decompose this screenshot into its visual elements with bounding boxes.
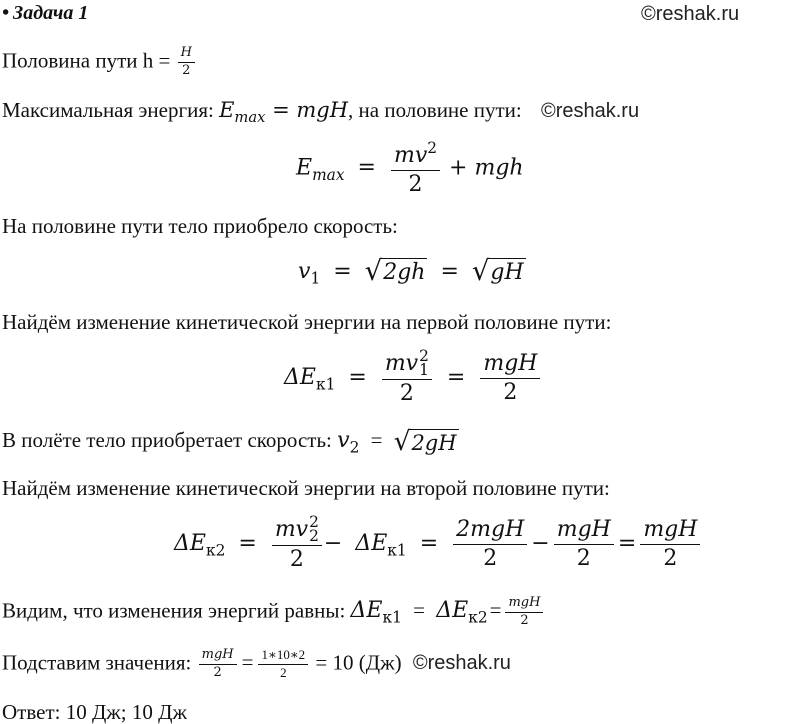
equal-changes-line: Видим, что изменения энергий равны: $\Delta E_{к1} = \Delta E_{к2}=$ $\frac{\text{mgH}}{2}$ bbox=[2, 596, 545, 630]
flight-speed-line: В полёте тело приобретает скорость: $v_2$ = √ 2gH bbox=[2, 426, 457, 457]
half-path-text: Половина пути h = bbox=[2, 48, 171, 73]
half-path-line bbox=[2, 46, 197, 79]
second-half-equation: $\Delta E_{к2}$ = mv 2 2 2 − $\Delta E_{к1}$ = $\frac{\text{2mgH}}{2}$ − $\frac{\text{mgH}}{2}$ = $\frac{\text{mgH}}{2}$ bbox=[174, 516, 702, 572]
energy-equation: $E_{max}$ = $\frac{mv^2}{2}$ + mgh bbox=[296, 139, 524, 197]
substitute-line: Подставим значения: $\frac{\text{mgH}}{2}$ = $\frac{1∗10∗2}{2}$ = 10 (Дж) ©reshak.ru bbox=[2, 647, 511, 680]
fraction-denominator: 2 bbox=[182, 62, 191, 78]
speed-equation: $v_1$ = √ 2gh = √ gH bbox=[298, 255, 524, 288]
first-half-equation: $\Delta E_{к1}$ = mv 2 1 2 = $\frac{\text{mgH}}{2}$ bbox=[284, 350, 542, 406]
sqrt-2gH: √ 2gH bbox=[393, 426, 457, 457]
sqrt-gh: √ gH bbox=[471, 255, 524, 287]
speed-line: На половине пути тело приобрело скорость: bbox=[2, 214, 398, 238]
watermark: ©reshak.ru bbox=[540, 100, 640, 122]
second-half-line: Найдём изменение кинетической энергии на второй половине пути: bbox=[2, 476, 610, 500]
half-path-text: , на половине пути: bbox=[348, 98, 522, 122]
kinetic-fraction: $\frac{mv^2}{2}$ bbox=[391, 140, 440, 197]
bullet: • bbox=[2, 2, 10, 24]
watermark: ©reshak.ru bbox=[641, 3, 740, 25]
sqrt-2gh: √ 2gh bbox=[364, 255, 426, 287]
watermark: ©reshak.ru bbox=[412, 652, 511, 675]
emax-formula: $E_{max}$ = mgH bbox=[219, 98, 349, 127]
task-header bbox=[2, 2, 88, 25]
max-energy-line bbox=[2, 98, 639, 130]
answer-line: Ответ: 10 Дж; 10 Дж bbox=[2, 700, 187, 724]
h-fraction bbox=[178, 46, 195, 79]
first-half-line: Найдём изменение кинетической энергии на первой половине пути: bbox=[2, 310, 612, 334]
fraction-numerator: H bbox=[178, 46, 195, 63]
task-title: Задача 1 bbox=[13, 2, 89, 24]
max-energy-text: Максимальная энергия: bbox=[2, 98, 214, 122]
